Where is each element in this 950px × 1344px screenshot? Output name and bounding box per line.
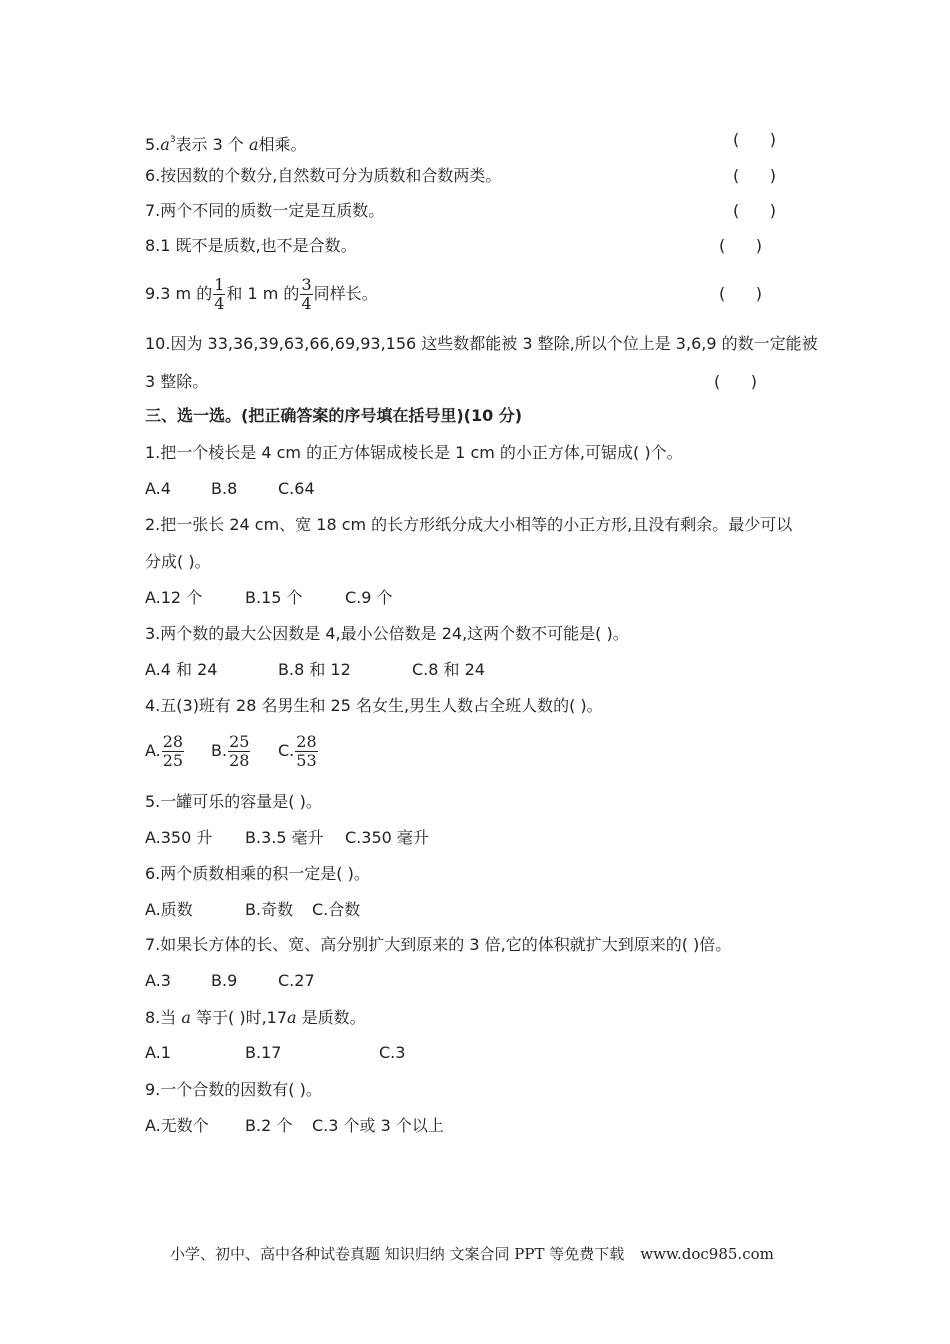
answer-paren: ( ): [733, 201, 776, 220]
item-text: 9.3 m 的: [145, 284, 213, 303]
choice-question-3: 3.两个数的最大公因数是 4,最小公倍数是 24,这两个数不可能是( )。: [145, 624, 629, 643]
choice-question-8: [145, 1008, 366, 1028]
fraction: [295, 733, 317, 770]
option-a: A.350 升: [145, 828, 213, 847]
option-b: B.8: [211, 479, 238, 498]
option-b: B.2 个: [245, 1116, 293, 1135]
numerator: 28: [162, 732, 184, 751]
variable-a: a: [181, 1008, 191, 1027]
section-heading: 三、选一选。(把正确答案的序号填在括号里)(10 分): [145, 406, 523, 425]
numerator: 1: [214, 275, 225, 294]
numerator: 3: [301, 275, 312, 294]
item-text: 表示 3 个: [175, 135, 249, 154]
answer-paren: ( ): [733, 130, 776, 149]
denominator: 25: [162, 751, 184, 770]
option-b: B.17: [245, 1043, 282, 1062]
item-text: 同样长。: [313, 284, 378, 303]
numerator: 28: [296, 732, 317, 751]
option-label: A.: [145, 741, 161, 760]
answer-paren: ( ): [714, 372, 757, 391]
judge-item-8: 8.1 既不是质数,也不是合数。: [145, 236, 357, 255]
numerator: 25: [229, 732, 250, 751]
option-b: B.奇数: [245, 900, 294, 919]
choice-question-2: 2.把一张长 24 cm、宽 18 cm 的长方形纸分成大小相等的小正方形,且没有剩余。最少可以: [145, 515, 793, 534]
option-a: [145, 730, 185, 772]
denominator: 4: [214, 294, 225, 313]
option-c: C.64: [278, 479, 315, 498]
option-c: C.8 和 24: [412, 660, 485, 679]
footer-website: www.doc985.com: [640, 1245, 774, 1263]
exponent: 3: [169, 135, 176, 145]
variable-a: a: [287, 1008, 297, 1027]
judge-item-10-line2: 3 整除。: [145, 372, 209, 391]
item-text: 相乘。: [258, 135, 307, 154]
page-footer: [170, 1244, 774, 1264]
answer-paren: ( ): [733, 166, 776, 185]
choice-question-5: 5.一罐可乐的容量是( )。: [145, 792, 322, 811]
option-c: C.3 个或 3 个以上: [312, 1116, 444, 1135]
option-c: C.3: [379, 1043, 406, 1062]
judge-item-6: 6.按因数的个数分,自然数可分为质数和合数两类。: [145, 166, 502, 185]
option-a: A.4: [145, 479, 171, 498]
judge-item-7: 7.两个不同的质数一定是互质数。: [145, 201, 385, 220]
option-a: A.12 个: [145, 588, 203, 607]
question-text: 是质数。: [296, 1008, 366, 1027]
choice-question-4: 4.五(3)班有 28 名男生和 25 名女生,男生人数占全班人数的( )。: [145, 696, 603, 715]
option-b: B.15 个: [245, 588, 303, 607]
option-b: B.3.5 毫升: [245, 828, 324, 847]
option-b: [211, 730, 251, 772]
option-b: B.8 和 12: [278, 660, 351, 679]
fraction: [213, 276, 225, 313]
denominator: 53: [296, 751, 317, 770]
question-text: 等于( )时,17: [190, 1008, 288, 1027]
option-label: C.: [278, 741, 295, 760]
option-c: C.9 个: [345, 588, 393, 607]
choice-question-1: 1.把一个棱长是 4 cm 的正方体锯成棱长是 1 cm 的小正方体,可锯成( )个。: [145, 443, 683, 462]
option-a: A.1: [145, 1043, 171, 1062]
footer-text: 小学、初中、高中各种试卷真题 知识归纳 文案合同 PPT 等免费下载: [170, 1245, 625, 1263]
judge-item-9: [145, 272, 378, 316]
option-c: [278, 730, 319, 772]
judge-item-10-line1: 10.因为 33,36,39,63,66,69,93,156 这些数都能被 3 整除,所以个位上是 3,6,9 的数一定能被: [145, 334, 818, 353]
fraction: [300, 276, 312, 313]
answer-paren: ( ): [719, 236, 762, 255]
option-c: C.合数: [312, 900, 361, 919]
fraction: [228, 733, 250, 770]
answer-paren: ( ): [719, 284, 762, 303]
item-number: 5.: [145, 135, 161, 154]
item-text: 和 1 m 的: [226, 284, 300, 303]
denominator: 28: [229, 751, 250, 770]
choice-question-9: 9.一个合数的因数有( )。: [145, 1080, 322, 1099]
option-a: A.4 和 24: [145, 660, 218, 679]
option-a: A.3: [145, 971, 171, 990]
option-c: C.27: [278, 971, 315, 990]
judge-item-5: [145, 130, 307, 155]
option-a: A.无数个: [145, 1116, 209, 1135]
question-text: 8.当: [145, 1008, 182, 1027]
fraction: [162, 733, 184, 770]
option-label: B.: [211, 741, 228, 760]
option-b: B.9: [211, 971, 238, 990]
choice-question-2-cont: 分成( )。: [145, 552, 211, 571]
denominator: 4: [301, 294, 312, 313]
choice-question-7: 7.如果长方体的长、宽、高分别扩大到原来的 3 倍,它的体积就扩大到原来的( )倍。: [145, 935, 732, 954]
option-c: C.350 毫升: [345, 828, 429, 847]
option-a: A.质数: [145, 900, 193, 919]
choice-question-6: 6.两个质数相乘的积一定是( )。: [145, 864, 370, 883]
variable-a: a: [249, 135, 259, 154]
variable-a: a: [160, 135, 170, 154]
